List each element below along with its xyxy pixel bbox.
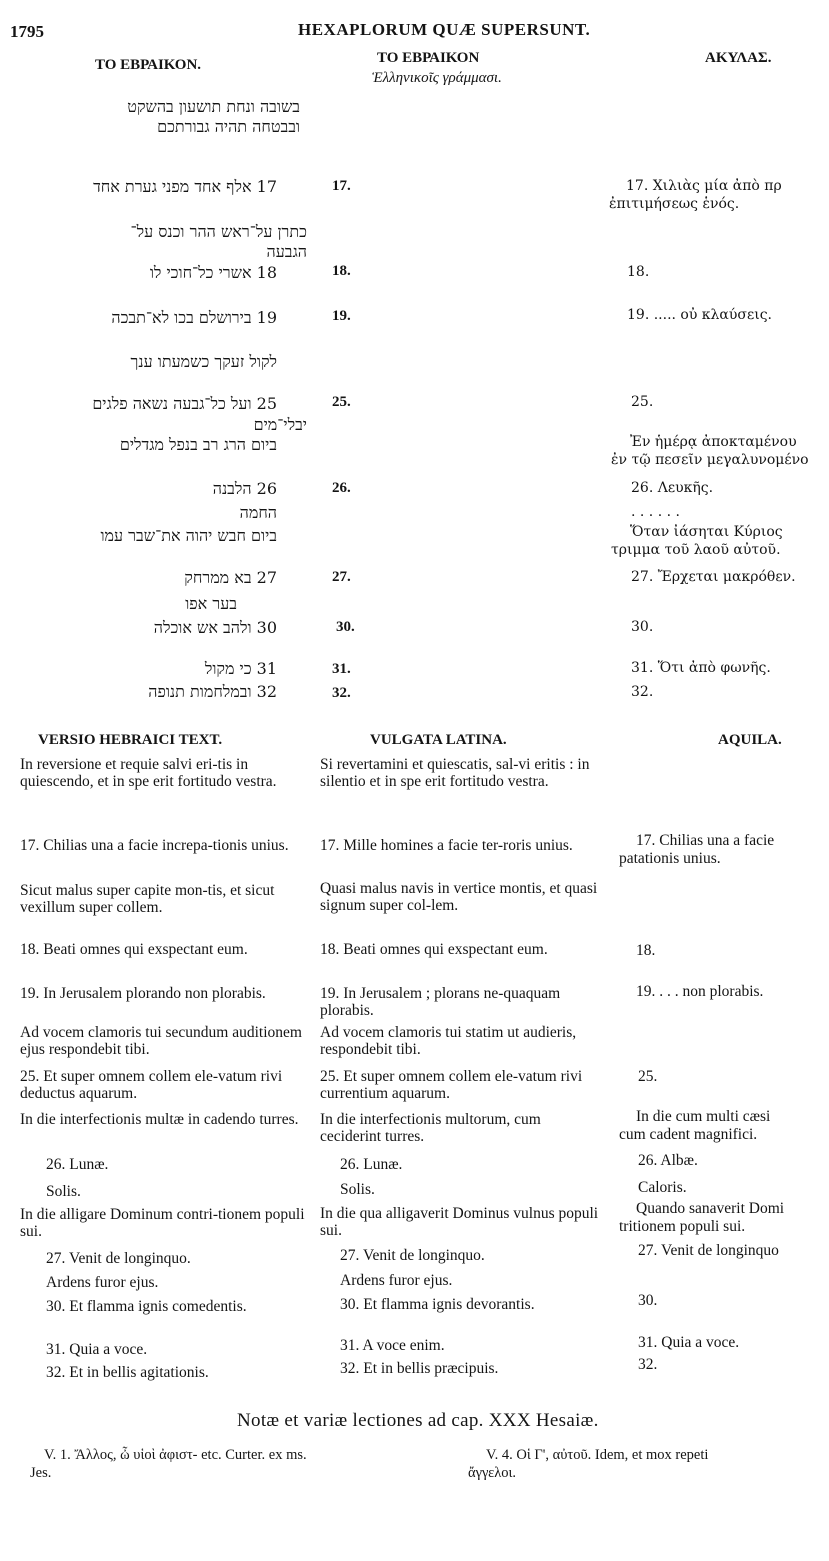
aquila-greek-line: 27. Ἔρχεται μακρόθεν.: [631, 569, 796, 585]
latin-head-versio: VERSIO HEBRAICI TEXT.: [38, 732, 223, 748]
note-right-continuation: ἄγγελοι.: [468, 1465, 517, 1481]
column-head-hebrew: ΤΟ ΕΒΡΑΙΚΟΝ.: [95, 57, 202, 73]
vulgata-paragraph: In die interfectionis multorum, cum ceciderint turres.: [320, 1111, 541, 1145]
vulgata-paragraph: Ardens furor ejus.: [340, 1272, 453, 1289]
note-left: V. 1. Ἄλλος, ὦ υἱοὶ ἀφιστ- etc. Curter. ex ms.: [44, 1447, 307, 1463]
verse-number: 25.: [332, 394, 351, 410]
versio-paragraph: 18. Beati omnes qui exspectant eum.: [20, 941, 248, 958]
versio-paragraph: 30. Et flamma ignis comedentis.: [46, 1298, 247, 1315]
versio-paragraph: In die alligare Dominum contri-tionem populi sui.: [20, 1206, 305, 1240]
verse-number: 31.: [332, 661, 351, 677]
hebrew-line: כתרן על־ראש ההר וכנס על־: [130, 222, 307, 241]
hebrew-line: 17 אלף אחד מפני גערת אחד: [93, 177, 277, 196]
aquila-greek-line: Ὅταν ἰάσηται Κύριος: [630, 524, 783, 540]
hebrew-line: לקול זעקך כשמעתו ענך: [130, 352, 277, 371]
versio-paragraph: In die interfectionis multæ in cadendo turres.: [20, 1111, 299, 1128]
aquila-latin-line: Quando sanaverit Domi: [636, 1200, 785, 1217]
aquila-greek-line: 26. Λευκῆς.: [631, 480, 714, 496]
hebrew-line: 27 בא ממרחק: [184, 568, 277, 587]
versio-paragraph: 31. Quia a voce.: [46, 1341, 148, 1358]
column-head-transliterated: ΤΟ ΕΒΡΑΙΚΟΝ: [377, 50, 480, 66]
hebrew-line: 31 כי מקול: [204, 659, 277, 678]
aquila-latin-line: cum cadent magnifici.: [619, 1126, 758, 1143]
versio-paragraph: Sicut malus super capite mon-tis, et sicut vexillum super collem.: [20, 882, 275, 916]
hebrew-line: הגבעה: [266, 242, 307, 261]
hebrew-line: החמה: [239, 503, 277, 522]
aquila-greek-line: 25.: [631, 394, 654, 410]
aquila-greek-line: ἐπιτιμήσεως ἑνός.: [609, 196, 740, 212]
aquila-latin-line: 26. Albæ.: [638, 1152, 698, 1169]
verse-number: 30.: [336, 619, 355, 635]
verse-number: 32.: [332, 685, 351, 701]
verse-number: 18.: [332, 263, 351, 279]
aquila-greek-line: τριμμα τοῦ λαοῦ αὐτοῦ.: [611, 542, 781, 558]
aquila-latin-line: 17. Chilias una a facie: [636, 832, 775, 849]
aquila-latin-line: patationis unius.: [619, 850, 721, 867]
hebrew-line: בער אפו: [185, 594, 237, 613]
note-right: V. 4. Οἱ Γ', αὐτοῦ. Idem, et mox repeti: [486, 1447, 709, 1463]
versio-paragraph: Ardens furor ejus.: [46, 1274, 159, 1291]
verse-number: 26.: [332, 480, 351, 496]
note-left-continuation: Jes.: [30, 1465, 52, 1481]
aquila-latin-line: 32.: [638, 1356, 658, 1373]
hebrew-line: ביום הרג רב בנפל מגדלים: [119, 435, 277, 454]
versio-paragraph: 19. In Jerusalem plorando non plorabis.: [20, 985, 266, 1002]
verse-number: 27.: [332, 569, 351, 585]
versio-paragraph: 27. Venit de longinquo.: [46, 1250, 191, 1267]
versio-paragraph: 17. Chilias una a facie increpa-tionis unius.: [20, 837, 289, 854]
aquila-greek-line: . . . . . .: [631, 504, 680, 520]
vulgata-paragraph: 17. Mille homines a facie ter-roris unius.: [320, 837, 573, 854]
aquila-latin-line: In die cum multi cæsi: [636, 1108, 771, 1125]
vulgata-paragraph: 31. A voce enim.: [340, 1337, 445, 1354]
aquila-greek-line: 30.: [631, 619, 654, 635]
vulgata-paragraph: Quasi malus navis in vertice montis, et quasi signum super col-lem.: [320, 880, 598, 914]
aquila-latin-line: tritionem populi sui.: [619, 1218, 746, 1235]
vulgata-paragraph: 18. Beati omnes qui exspectant eum.: [320, 941, 548, 958]
latin-head-aquila: AQUILA.: [718, 732, 782, 748]
latin-head-vulgata: VULGATA LATINA.: [370, 732, 507, 748]
hebrew-line: בשובה ונחת תושעון בהשקט: [127, 97, 300, 116]
running-head: HEXAPLORUM QUÆ SUPERSUNT.: [298, 20, 591, 39]
aquila-greek-line: 19. ..... οὐ κλαύσεις.: [627, 307, 772, 323]
aquila-latin-line: Caloris.: [638, 1179, 687, 1196]
column-head-aquila: ΑΚΥΛΑΣ.: [705, 50, 772, 66]
hebrew-line: ביום חבש יהוה את־שבר עמו: [100, 526, 277, 545]
hebrew-line: 32 ובמלחמות תנופה: [148, 682, 277, 701]
aquila-greek-line: ἐν τῷ πεσεῖν μεγαλυνομένο: [611, 452, 809, 468]
aquila-latin-line: 27. Venit de longinquo: [638, 1242, 779, 1259]
hebrew-line: 19 בירושלם בכו לא־תבכה: [111, 308, 277, 327]
aquila-latin-line: 25.: [638, 1068, 658, 1085]
aquila-latin-line: 31. Quia a voce.: [638, 1334, 740, 1351]
versio-paragraph: 25. Et super omnem collem ele-vatum rivi deductus aquarum.: [20, 1068, 283, 1102]
vulgata-paragraph: 19. In Jerusalem ; plorans ne-quaquam plorabis.: [320, 985, 561, 1019]
vulgata-paragraph: Ad vocem clamoris tui statim ut audieris, respondebit tibi.: [320, 1024, 577, 1058]
hebrew-line: 18 אשרי כל־חוכי לו: [149, 263, 277, 282]
vulgata-paragraph: 32. Et in bellis præcipuis.: [340, 1360, 499, 1377]
aquila-latin-line: 19. . . . non plorabis.: [636, 983, 764, 1000]
aquila-latin-line: 18.: [636, 942, 656, 959]
vulgata-paragraph: 26. Lunæ.: [340, 1156, 403, 1173]
vulgata-paragraph: In die qua alligaverit Dominus vulnus populi sui.: [320, 1205, 599, 1239]
versio-paragraph: 32. Et in bellis agitationis.: [46, 1364, 209, 1381]
vulgata-paragraph: 27. Venit de longinquo.: [340, 1247, 485, 1264]
page-number: 1795: [10, 22, 44, 41]
verse-number: 19.: [332, 308, 351, 324]
versio-paragraph: 26. Lunæ.: [46, 1156, 109, 1173]
vulgata-paragraph: 25. Et super omnem collem ele-vatum rivi currentium aquarum.: [320, 1068, 583, 1102]
aquila-greek-line: 18.: [627, 264, 650, 280]
versio-paragraph: In reversione et requie salvi eri-tis in quiescendo, et in spe erit fortitudo vestra.: [20, 756, 277, 790]
aquila-greek-line: 17. Χιλιὰς μία ἀπὸ πρ: [626, 178, 782, 194]
hebrew-line: יבלי־מים: [253, 415, 307, 434]
verse-number: 17.: [332, 178, 351, 194]
hebrew-line: 30 ולהב אש אוכלה: [153, 618, 277, 637]
aquila-greek-line: 32.: [631, 684, 654, 700]
aquila-greek-line: Ἐν ἡμέρᾳ ἀποκταμένου: [630, 434, 797, 450]
aquila-greek-line: 31. Ὅτι ἀπὸ φωνῆς.: [631, 660, 771, 676]
hebrew-line: 25 ועל כל־גבעה נשאה פלגים: [92, 394, 277, 413]
aquila-latin-line: 30.: [638, 1292, 658, 1309]
hebrew-line: ובבטחה תהיה גבורתכם: [157, 117, 300, 136]
notes-title: Notæ et variæ lectiones ad cap. XXX Hesaiæ.: [237, 1410, 599, 1431]
column-subhead-transliterated: Ἑλληνικοῖς γράμμασι.: [372, 70, 502, 86]
vulgata-paragraph: 30. Et flamma ignis devorantis.: [340, 1296, 535, 1313]
vulgata-paragraph: Solis.: [340, 1181, 375, 1198]
versio-paragraph: Solis.: [46, 1183, 81, 1200]
versio-paragraph: Ad vocem clamoris tui secundum auditionem ejus respondebit tibi.: [20, 1024, 302, 1058]
hebrew-line: 26 הלבנה: [212, 479, 277, 498]
vulgata-paragraph: Si revertamini et quiescatis, sal-vi eritis : in silentio et in spe erit fortitudo vestra.: [320, 756, 590, 790]
